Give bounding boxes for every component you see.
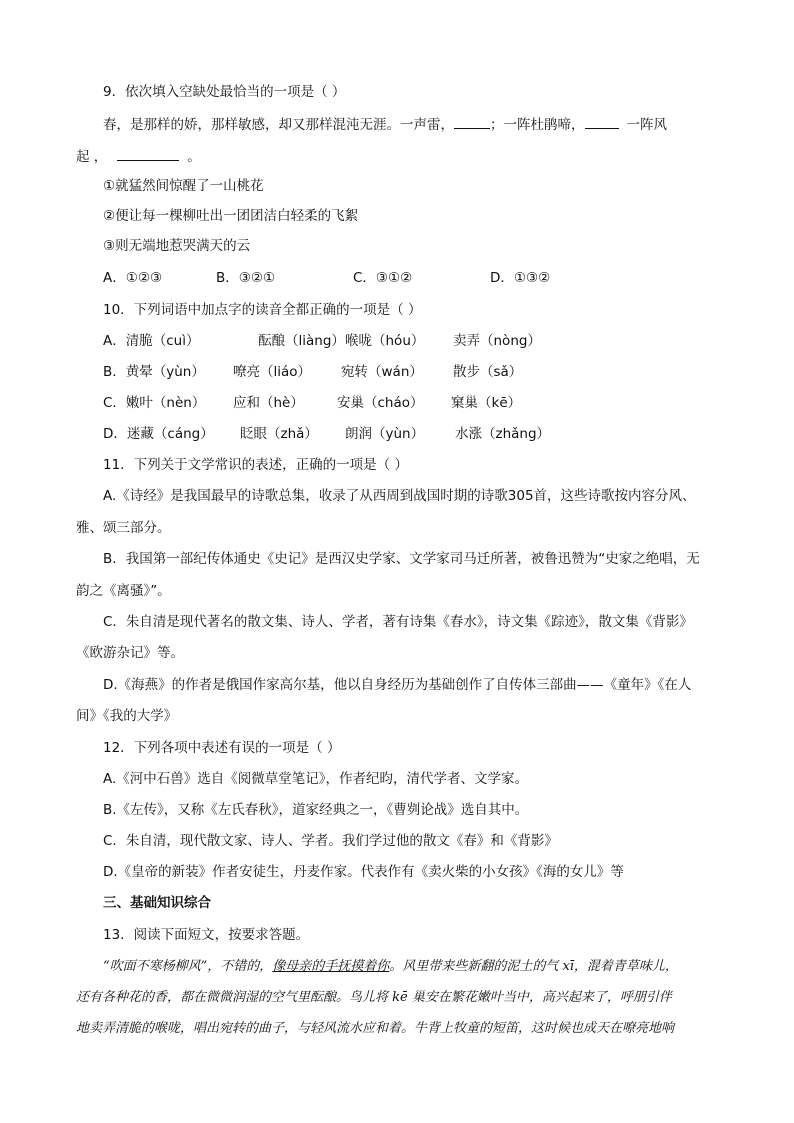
q9-passage-e: 。	[187, 149, 201, 165]
q11-option-c-line2: 《欧游杂记》等。	[76, 645, 184, 661]
q9-passage-c: 一阵风	[626, 117, 667, 133]
q9-passage-line1	[103, 114, 667, 135]
q10-a-word1[interactable]: A．清脆（cuì）	[103, 333, 200, 349]
q10-c-word4: 窠巢（kē）	[451, 395, 522, 411]
q10-b-word2: 嘹亮（liáo）	[233, 364, 312, 380]
q13-stem: 13．阅读下面短文，按要求答题。	[103, 927, 310, 943]
q10-b-word3: 宛转（wán）	[341, 364, 423, 380]
q13-passage-l1c: 。风里带来些新翻的泥土的气 xī，混着青草味儿，	[389, 959, 678, 974]
q10-d-word2: 眨眼（zhǎ）	[240, 426, 318, 442]
q9-item-3: ③则无端地惹哭满天的云	[103, 238, 251, 254]
q10-a-word2: 酝酿（liàng）	[258, 333, 345, 349]
q9-option-c[interactable]: C．③①②	[353, 270, 413, 286]
q11-option-b-line2: 韵之《离骚》”。	[76, 583, 171, 599]
q11-stem: 11．下列关于文学常识的表述，正确的一项是（ ）	[103, 457, 408, 473]
q13-passage-line1	[103, 957, 678, 977]
q11-option-a-line1[interactable]: A.《诗经》是我国最早的诗歌总集，收录了从西周到战国时期的诗歌305首，这些诗歌按内容分风、	[103, 488, 696, 504]
q10-c-word2: 应和（hè）	[233, 395, 304, 411]
q9-blank-3	[117, 146, 179, 161]
q13-passage-l1a: “吹面不寒杨柳风”，不错的，	[103, 959, 273, 974]
q12-option-d[interactable]: D.《皇帝的新装》作者安徒生，丹麦作家。代表作有《卖火柴的小女孩》《海的女儿》等	[103, 864, 624, 880]
q9-stem: 9．依次填入空缺处最恰当的一项是（ ）	[103, 84, 346, 100]
q9-passage-d: 起 ，	[76, 149, 108, 165]
q9-option-a[interactable]: A．①②③	[103, 270, 163, 286]
q11-option-d-line1[interactable]: D.《海燕》的作者是俄国作家高尔基，他以自身经历为基础创作了自传体三部曲——《童年》《在人	[103, 677, 692, 693]
q9-blank-1	[454, 114, 490, 129]
q11-option-d-line2: 间》《我的大学》	[76, 708, 178, 724]
q9-passage-b: ；一阵杜鹃啼，	[490, 117, 585, 133]
section-heading: 三、基础知识综合	[103, 895, 211, 911]
q12-option-c[interactable]: C．朱自清，现代散文家、诗人、学者。我们学过他的散文《春》和《背影》	[103, 833, 558, 849]
q9-passage-line2	[76, 146, 201, 167]
q12-option-a[interactable]: A.《河中石兽》选自《阅微草堂笔记》，作者纪昀，清代学者、文学家。	[103, 771, 529, 787]
q9-option-d[interactable]: D．①③②	[490, 270, 551, 286]
q10-b-word4: 散步（sǎ）	[453, 364, 523, 380]
q10-d-word1[interactable]: D．迷藏（cáng）	[103, 426, 214, 442]
q13-underlined-phrase: 像母亲的手抚摸着你	[272, 959, 390, 974]
q10-stem: 10．下列词语中加点字的读音全都正确的一项是（ ）	[103, 302, 422, 318]
q11-option-a-line2: 雅、颂三部分。	[76, 520, 171, 536]
q9-blank-2	[585, 114, 619, 129]
q9-option-b[interactable]: B．③②①	[216, 270, 276, 286]
q9-item-1: ①就猛然间惊醒了一山桃花	[103, 178, 264, 194]
q10-a-word4: 卖弄（nòng）	[453, 333, 541, 349]
q12-option-b[interactable]: B.《左传》，又称《左氏春秋》，道家经典之一，《曹刿论战》选自其中。	[103, 802, 529, 818]
q11-option-b-line1[interactable]: B．我国第一部纪传体通史《史记》是西汉史学家、文学家司马迁所著，被鲁迅赞为“史家之绝唱，无	[103, 551, 700, 567]
q10-a-word3: 喉咙（hóu）	[345, 333, 425, 349]
q10-d-word3: 朗润（yùn）	[345, 426, 425, 442]
q11-option-c-line1[interactable]: C．朱自清是现代著名的散文集、诗人、学者，著有诗集《春水》，诗文集《踪迹》，散文集《背影》	[103, 614, 693, 630]
q13-passage-line3: 地卖弄清脆的喉咙，唱出宛转的曲子，与轻风流水应和着。牛背上牧童的短笛，这时候也成天在嘹亮地响	[76, 1021, 675, 1036]
q9-item-2: ②便让每一棵柳吐出一团团洁白轻柔的飞絮	[103, 208, 359, 224]
q13-passage-line2: 还有各种花的香，都在微微润湿的空气里酝酿。鸟儿将 kē 巢安在繁花嫩叶当中，高兴起来了，呼朋引伴	[76, 990, 672, 1005]
q10-c-word3: 安巢（cháo）	[337, 395, 424, 411]
q10-d-word4: 水涨（zhǎng）	[455, 426, 551, 442]
q10-c-word1[interactable]: C．嫩叶（nèn）	[103, 395, 206, 411]
q9-passage-a: 春，是那样的娇，那样敏感，却又那样混沌无涯。一声雷，	[103, 117, 454, 133]
q12-stem: 12．下列各项中表述有误的一项是（ ）	[103, 740, 341, 756]
q10-b-word1[interactable]: B．黄晕（yùn）	[103, 364, 205, 380]
